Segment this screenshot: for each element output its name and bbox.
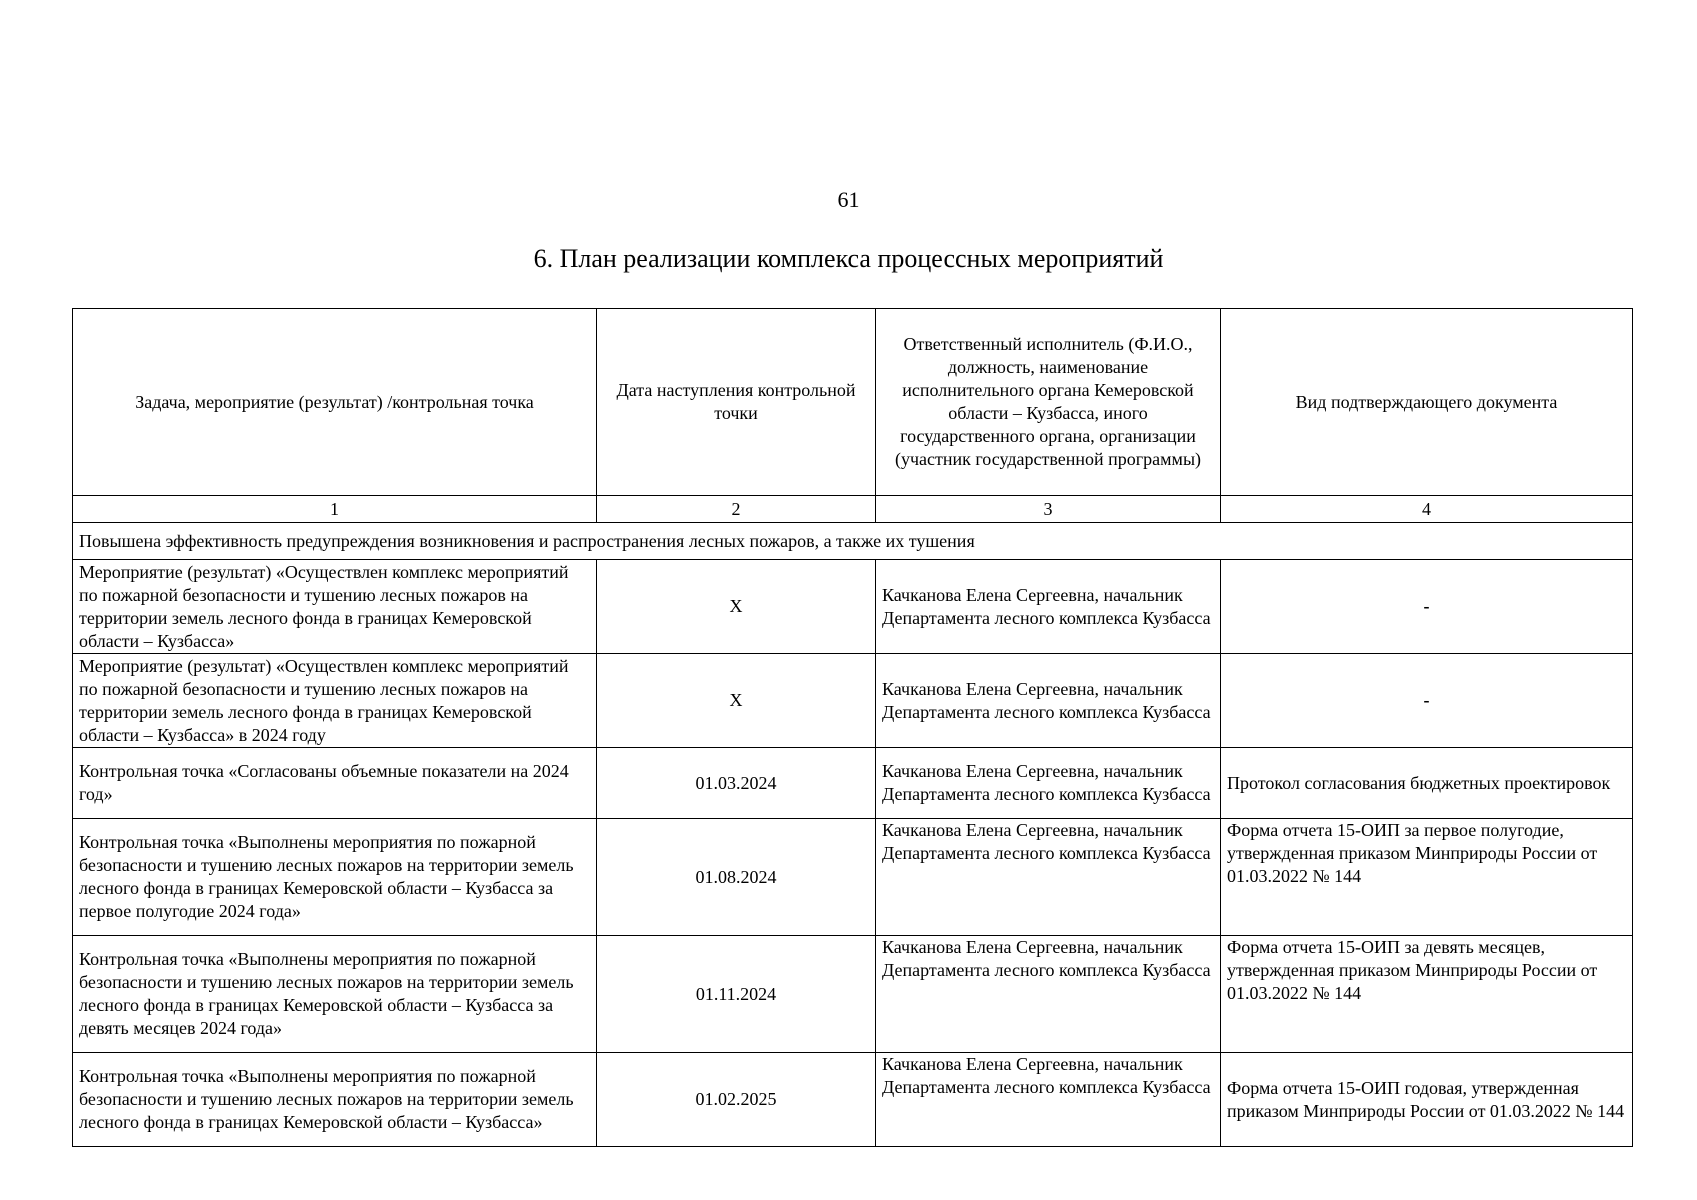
section-title: Повышена эффективность предупреждения возникновения и распространения лесных пожаров, а также их тушения — [73, 523, 1633, 560]
document-cell: - — [1221, 654, 1633, 748]
date-cell: 01.03.2024 — [597, 748, 876, 819]
date-cell: 01.08.2024 — [597, 819, 876, 936]
task-cell: Контрольная точка «Согласованы объемные показатели на 2024 год» — [73, 748, 597, 819]
executor-cell: Качканова Елена Сергеевна, начальник Департамента лесного комплекса Кузбасса — [876, 1053, 1221, 1147]
column-numbers-row — [73, 496, 1633, 523]
document-cell: Форма отчета 15-ОИП годовая, утвержденная приказом Минприроды России от 01.03.2022 № 144 — [1221, 1053, 1633, 1147]
page-number: 61 — [837, 187, 860, 212]
task-cell: Мероприятие (результат) «Осуществлен комплекс мероприятий по пожарной безопасности и тушению лесных пожаров на территории земель лесного фонда в границах Кемеровской области – Кузбасса» — [73, 560, 597, 654]
column-number: 1 — [73, 496, 597, 523]
task-cell: Контрольная точка «Выполнены мероприятия по пожарной безопасности и тушению лесных пожаров на территории земель лесного фонда в границах Кемеровской области – Кузбасса за девять месяцев 2024 года» — [73, 936, 597, 1053]
task-cell: Контрольная точка «Выполнены мероприятия по пожарной безопасности и тушению лесных пожаров на территории земель лесного фонда в границах Кемеровской области – Кузбасса» — [73, 1053, 597, 1147]
executor-cell: Качканова Елена Сергеевна, начальник Департамента лесного комплекса Кузбасса — [876, 748, 1221, 819]
header-document: Вид подтверждающего документа — [1221, 309, 1633, 496]
document-cell: Протокол согласования бюджетных проектировок — [1221, 748, 1633, 819]
executor-cell: Качканова Елена Сергеевна, начальник Департамента лесного комплекса Кузбасса — [876, 654, 1221, 748]
table-row — [73, 936, 1633, 1053]
section-row — [73, 523, 1633, 560]
table-row — [73, 748, 1633, 819]
document-cell: Форма отчета 15-ОИП за первое полугодие, утвержденная приказом Минприроды России от 01.03.2022 № 144 — [1221, 819, 1633, 936]
executor-cell: Качканова Елена Сергеевна, начальник Департамента лесного комплекса Кузбасса — [876, 819, 1221, 936]
executor-cell: Качканова Елена Сергеевна, начальник Департамента лесного комплекса Кузбасса — [876, 936, 1221, 1053]
column-number: 2 — [597, 496, 876, 523]
date-cell: Х — [597, 654, 876, 748]
document-cell: - — [1221, 560, 1633, 654]
column-number: 4 — [1221, 496, 1633, 523]
table-row — [73, 654, 1633, 748]
page-title: 6. План реализации комплекса процессных мероприятий — [533, 244, 1164, 273]
date-cell: 01.02.2025 — [597, 1053, 876, 1147]
task-cell: Контрольная точка «Выполнены мероприятия по пожарной безопасности и тушению лесных пожаров на территории земель лесного фонда в границах Кемеровской области – Кузбасса за первое полугодие 2024 года» — [73, 819, 597, 936]
table-header-row — [73, 309, 1633, 496]
plan-table — [72, 308, 1633, 1147]
date-cell: Х — [597, 560, 876, 654]
table-row — [73, 819, 1633, 936]
table-row — [73, 1053, 1633, 1147]
executor-cell: Качканова Елена Сергеевна, начальник Департамента лесного комплекса Кузбасса — [876, 560, 1221, 654]
header-executor: Ответственный исполнитель (Ф.И.О., должность, наименование исполнительного органа Кемеровской области – Кузбасса, иного государственного органа, организации (участник государственной программы) — [876, 309, 1221, 496]
date-cell: 01.11.2024 — [597, 936, 876, 1053]
header-date: Дата наступления контрольной точки — [597, 309, 876, 496]
header-task: Задача, мероприятие (результат) /контрольная точка — [73, 309, 597, 496]
table-row — [73, 560, 1633, 654]
document-cell: Форма отчета 15-ОИП за девять месяцев, утвержденная приказом Минприроды России от 01.03.2022 № 144 — [1221, 936, 1633, 1053]
column-number: 3 — [876, 496, 1221, 523]
task-cell: Мероприятие (результат) «Осуществлен комплекс мероприятий по пожарной безопасности и тушению лесных пожаров на территории земель лесного фонда в границах Кемеровской области – Кузбасса» в 2024 году — [73, 654, 597, 748]
